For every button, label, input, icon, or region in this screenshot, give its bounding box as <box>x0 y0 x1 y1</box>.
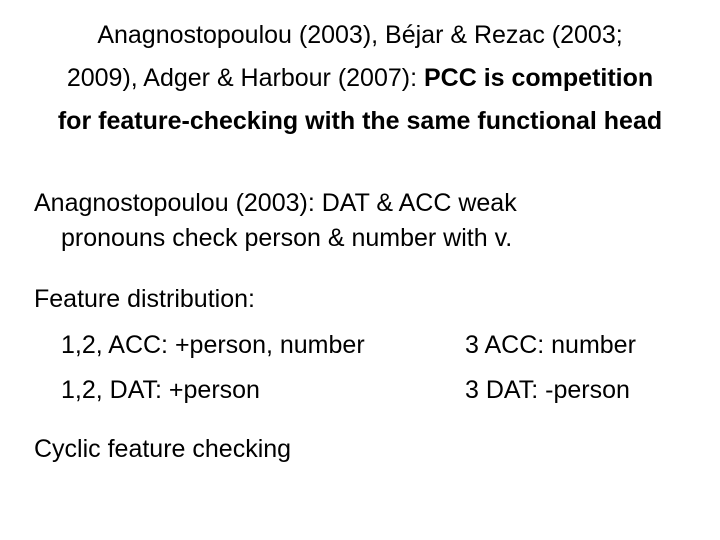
feature-row-2-left: 1,2, DAT: +person <box>61 376 260 404</box>
slide-title <box>0 14 720 143</box>
title-line-3 <box>0 100 720 143</box>
title-line-2 <box>0 57 720 100</box>
feature-row-1-left: 1,2, ACC: +person, number <box>61 331 365 359</box>
paragraph-1-line-2: pronouns check person & number with v. <box>61 224 513 252</box>
feature-row-2-right: 3 DAT: -person <box>465 376 630 404</box>
title-line-1: Anagnostopoulou (2003), Béjar & Rezac (2003; <box>97 21 623 49</box>
feature-row-1-right: 3 ACC: number <box>465 331 636 359</box>
feature-distribution-heading: Feature distribution: <box>34 285 255 313</box>
title-line-3-bold: for feature-checking with the same functional head <box>57 107 663 135</box>
cyclic-feature-checking-text: Cyclic feature checking <box>34 435 292 463</box>
title-line-2-plain: 2009), Adger & Harbour (2007): <box>66 64 424 92</box>
title-line-2-bold: PCC is competition <box>423 64 654 92</box>
paragraph-1-line-1: Anagnostopoulou (2003): DAT & ACC weak <box>34 189 517 217</box>
